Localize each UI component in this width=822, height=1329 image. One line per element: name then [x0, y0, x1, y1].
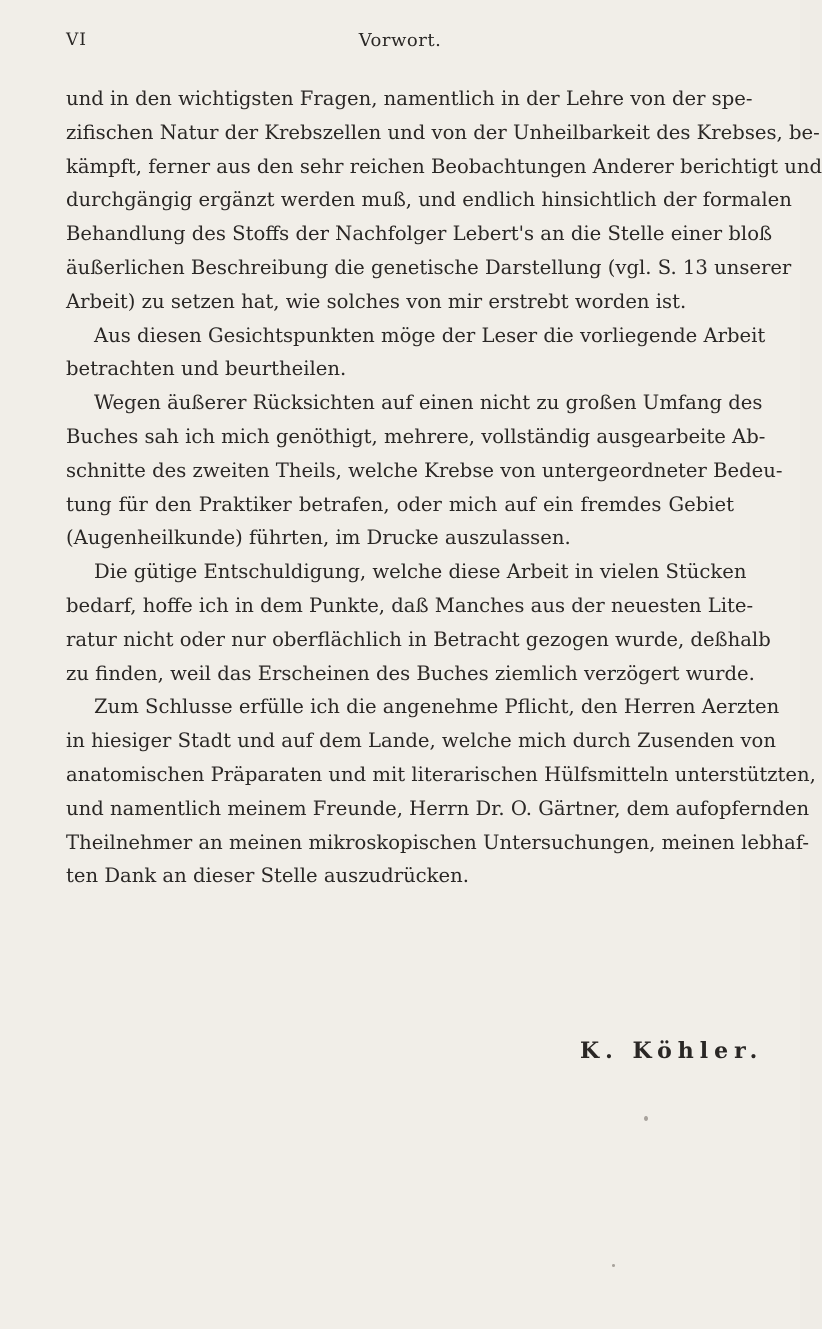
text-line: in hiesiger Stadt und auf dem Lande, welche mich durch Zusenden von — [66, 729, 776, 753]
text-line: äußerlichen Beschreibung die genetische Darstellung (vgl. S. 13 unserer — [66, 255, 792, 279]
text-line: zu finden, weil das Erscheinen des Buches ziemlich verzögert wurde. — [66, 661, 755, 685]
text-line: zifischen Natur der Krebszellen und von der Unheilbarkeit des Krebses, be- — [66, 120, 820, 144]
text-line: schnitte des zweiten Theils, welche Krebse von untergeordneter Bedeu- — [66, 458, 783, 482]
text-line: und namentlich meinem Freunde, Herrn Dr. O. Gärtner, dem aufopfernden — [66, 796, 810, 820]
text-line: (Augenheilkunde) führten, im Drucke auszulassen. — [66, 526, 571, 550]
page-number: VI — [66, 30, 87, 50]
text-line: und in den wichtigsten Fragen, namentlich in der Lehre von der spe- — [66, 87, 753, 110]
author-signature: K. Köhler. — [580, 1038, 764, 1064]
text-line: ten Dank an dieser Stelle auszudrücken. — [66, 864, 469, 888]
body-text — [66, 82, 822, 893]
page-header-title: Vorwort. — [358, 30, 442, 51]
text-line: Die gütige Entschuldigung, welche diese Arbeit in vielen Stücken — [94, 560, 747, 584]
text-line: kämpft, ferner aus den sehr reichen Beobachtungen Anderer berichtigt und — [66, 154, 822, 178]
text-line: Behandlung des Stoffs der Nachfolger Lebert's an die Stelle einer bloß — [66, 222, 773, 246]
text-line: tung für den Praktiker betrafen, oder mich auf ein fremdes Gebiet — [66, 492, 734, 516]
running-head — [60, 26, 740, 56]
paper-speck — [612, 1264, 615, 1267]
text-line: Buches sah ich mich genöthigt, mehrere, vollständig ausgearbeite Ab- — [66, 424, 766, 448]
text-line: anatomischen Präparaten und mit literarischen Hülfsmitteln unterstützten, — [66, 762, 816, 786]
text-line: bedarf, hoffe ich in dem Punkte, daß Manches aus der neuesten Lite- — [66, 593, 754, 617]
text-line: durchgängig ergänzt werden muß, und endlich hinsichtlich der formalen — [66, 188, 792, 212]
text-line: betrachten und beurtheilen. — [66, 357, 347, 381]
text-line: Wegen äußerer Rücksichten auf einen nicht zu großen Umfang des — [94, 391, 763, 415]
paper-speck — [644, 1116, 648, 1121]
text-line: Arbeit) zu setzen hat, wie solches von mir erstrebt worden ist. — [66, 289, 687, 313]
text-line: Aus diesen Gesichtspunkten möge der Leser die vorliegende Arbeit — [94, 323, 766, 347]
text-line: ratur nicht oder nur oberflächlich in Betracht gezogen wurde, deßhalb — [66, 627, 771, 651]
text-line: Zum Schlusse erfülle ich die angenehme Pflicht, den Herren Aerzten — [94, 695, 780, 719]
text-line: Theilnehmer an meinen mikroskopischen Untersuchungen, meinen lebhaf- — [66, 830, 810, 854]
